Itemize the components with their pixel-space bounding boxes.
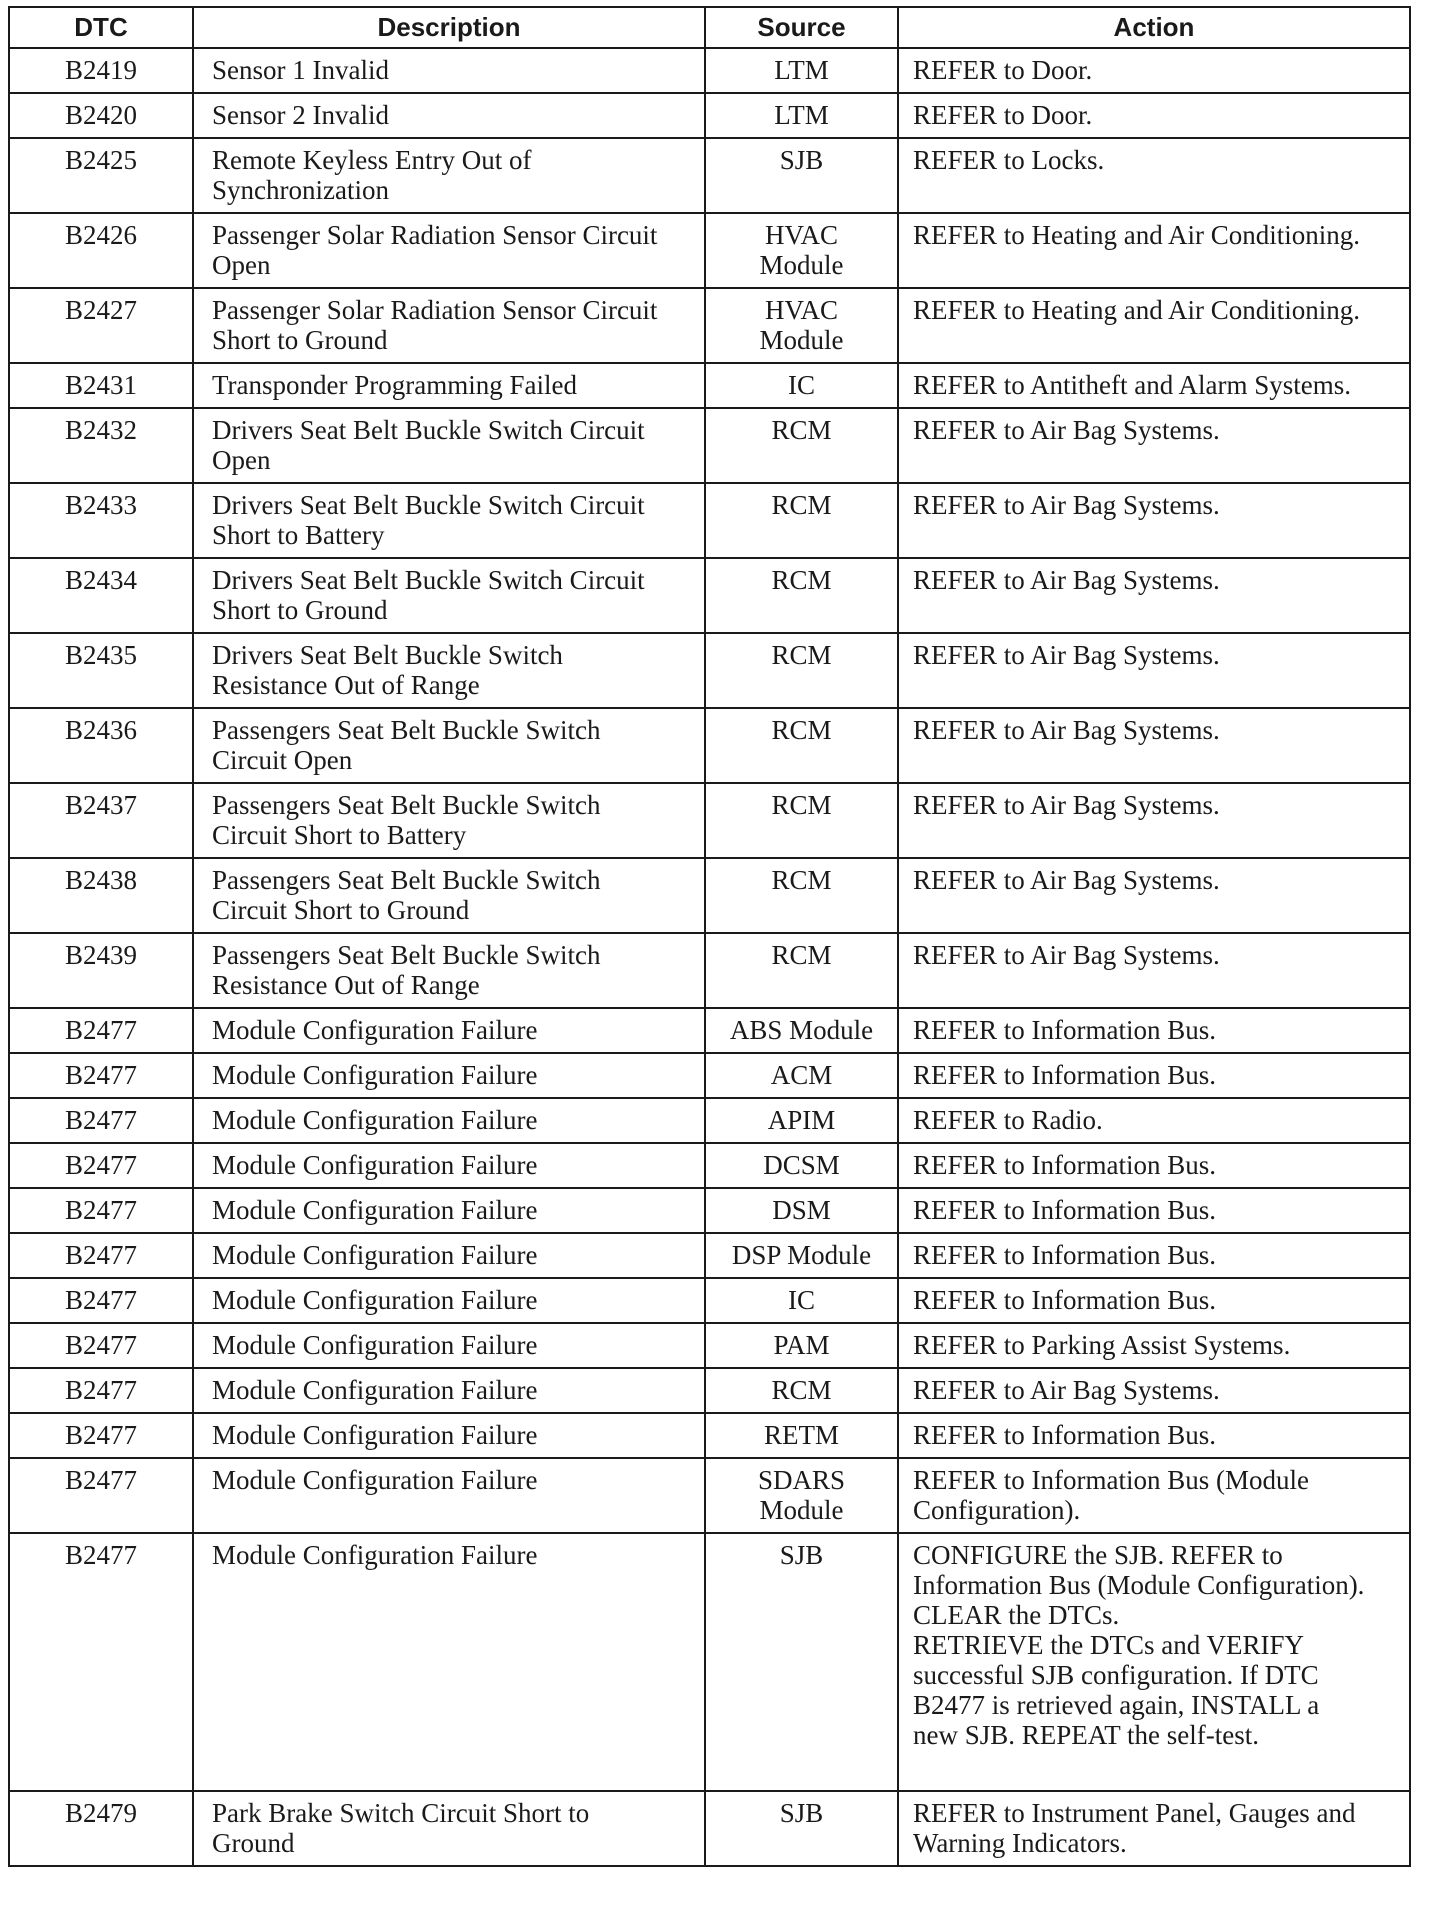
cell-description: Passengers Seat Belt Buckle Switch Circuit Short to Battery: [193, 783, 705, 858]
header-source: Source: [705, 7, 898, 48]
cell-dtc: B2432: [9, 408, 193, 483]
table-body: [9, 48, 1410, 1866]
cell-dtc: B2477: [9, 1098, 193, 1143]
cell-action: REFER to Information Bus.: [898, 1413, 1410, 1458]
cell-source: RCM: [705, 933, 898, 1008]
cell-description: Module Configuration Failure: [193, 1008, 705, 1053]
cell-dtc: B2477: [9, 1278, 193, 1323]
cell-description: Drivers Seat Belt Buckle Switch Circuit Short to Ground: [193, 558, 705, 633]
cell-description: Module Configuration Failure: [193, 1458, 705, 1533]
header-description: Description: [193, 7, 705, 48]
cell-source: RCM: [705, 858, 898, 933]
cell-description: Passenger Solar Radiation Sensor Circuit Short to Ground: [193, 288, 705, 363]
cell-dtc: B2419: [9, 48, 193, 93]
cell-dtc: B2477: [9, 1368, 193, 1413]
cell-source: RCM: [705, 408, 898, 483]
cell-action: REFER to Locks.: [898, 138, 1410, 213]
table-row: [9, 1188, 1410, 1233]
cell-action: REFER to Information Bus.: [898, 1008, 1410, 1053]
table-row: [9, 408, 1410, 483]
cell-dtc: B2426: [9, 213, 193, 288]
cell-source: PAM: [705, 1323, 898, 1368]
cell-dtc: B2435: [9, 633, 193, 708]
table-row: [9, 633, 1410, 708]
cell-dtc: B2425: [9, 138, 193, 213]
cell-dtc: B2477: [9, 1458, 193, 1533]
dtc-table: [8, 6, 1411, 1867]
cell-source: SDARS Module: [705, 1458, 898, 1533]
cell-dtc: B2477: [9, 1323, 193, 1368]
cell-source: RETM: [705, 1413, 898, 1458]
cell-description: Park Brake Switch Circuit Short to Ground: [193, 1791, 705, 1866]
table-row: [9, 48, 1410, 93]
cell-dtc: B2431: [9, 363, 193, 408]
cell-description: Module Configuration Failure: [193, 1533, 705, 1791]
cell-dtc: B2434: [9, 558, 193, 633]
cell-action: REFER to Air Bag Systems.: [898, 408, 1410, 483]
table-row: [9, 1278, 1410, 1323]
cell-dtc: B2427: [9, 288, 193, 363]
cell-description: Module Configuration Failure: [193, 1143, 705, 1188]
cell-source: RCM: [705, 483, 898, 558]
cell-source: APIM: [705, 1098, 898, 1143]
cell-source: DSP Module: [705, 1233, 898, 1278]
cell-source: HVAC Module: [705, 213, 898, 288]
table-row: [9, 783, 1410, 858]
cell-source: HVAC Module: [705, 288, 898, 363]
table-row: [9, 288, 1410, 363]
table-row: [9, 708, 1410, 783]
cell-source: DCSM: [705, 1143, 898, 1188]
table-row: [9, 1368, 1410, 1413]
cell-description: Sensor 1 Invalid: [193, 48, 705, 93]
cell-description: Sensor 2 Invalid: [193, 93, 705, 138]
cell-description: Module Configuration Failure: [193, 1188, 705, 1233]
cell-action: REFER to Heating and Air Conditioning.: [898, 288, 1410, 363]
cell-description: Module Configuration Failure: [193, 1413, 705, 1458]
cell-action: REFER to Air Bag Systems.: [898, 708, 1410, 783]
cell-action: REFER to Information Bus.: [898, 1143, 1410, 1188]
cell-source: RCM: [705, 783, 898, 858]
cell-action: REFER to Air Bag Systems.: [898, 558, 1410, 633]
cell-dtc: B2433: [9, 483, 193, 558]
cell-dtc: B2437: [9, 783, 193, 858]
table-row: [9, 363, 1410, 408]
cell-source: SJB: [705, 138, 898, 213]
cell-source: LTM: [705, 93, 898, 138]
cell-description: Remote Keyless Entry Out of Synchronization: [193, 138, 705, 213]
cell-source: RCM: [705, 558, 898, 633]
cell-source: LTM: [705, 48, 898, 93]
cell-action: REFER to Information Bus.: [898, 1278, 1410, 1323]
cell-action: REFER to Door.: [898, 48, 1410, 93]
cell-action: REFER to Heating and Air Conditioning.: [898, 213, 1410, 288]
cell-source: IC: [705, 363, 898, 408]
cell-dtc: B2420: [9, 93, 193, 138]
cell-description: Module Configuration Failure: [193, 1323, 705, 1368]
cell-action: REFER to Information Bus.: [898, 1188, 1410, 1233]
table-row: [9, 558, 1410, 633]
cell-source: DSM: [705, 1188, 898, 1233]
cell-source: RCM: [705, 633, 898, 708]
cell-dtc: B2477: [9, 1188, 193, 1233]
cell-dtc: B2477: [9, 1413, 193, 1458]
cell-dtc: B2477: [9, 1233, 193, 1278]
cell-dtc: B2438: [9, 858, 193, 933]
cell-description: Drivers Seat Belt Buckle Switch Circuit Open: [193, 408, 705, 483]
table-row: [9, 1008, 1410, 1053]
cell-dtc: B2439: [9, 933, 193, 1008]
cell-action: REFER to Radio.: [898, 1098, 1410, 1143]
cell-description: Module Configuration Failure: [193, 1098, 705, 1143]
table-row: [9, 93, 1410, 138]
cell-action: REFER to Air Bag Systems.: [898, 483, 1410, 558]
table-row: [9, 1143, 1410, 1188]
cell-action: CONFIGURE the SJB. REFER to Information Bus (Module Configuration). CLEAR the DTCs. RETRIEVE the DTCs and VERIFY successful SJB configuration. If DTC B2477 is retrieved again, INSTALL a new SJB. REPEAT the self-test.: [898, 1533, 1410, 1791]
cell-action: REFER to Door.: [898, 93, 1410, 138]
cell-action: REFER to Air Bag Systems.: [898, 783, 1410, 858]
table-row: [9, 933, 1410, 1008]
cell-description: Passengers Seat Belt Buckle Switch Circuit Open: [193, 708, 705, 783]
table-row: [9, 483, 1410, 558]
cell-dtc: B2477: [9, 1143, 193, 1188]
table-row: [9, 1098, 1410, 1143]
cell-action: REFER to Air Bag Systems.: [898, 1368, 1410, 1413]
cell-dtc: B2479: [9, 1791, 193, 1866]
header-action: Action: [898, 7, 1410, 48]
cell-action: REFER to Information Bus.: [898, 1233, 1410, 1278]
cell-description: Module Configuration Failure: [193, 1278, 705, 1323]
table-row: [9, 1053, 1410, 1098]
cell-description: Drivers Seat Belt Buckle Switch Circuit Short to Battery: [193, 483, 705, 558]
cell-dtc: B2477: [9, 1053, 193, 1098]
cell-source: ABS Module: [705, 1008, 898, 1053]
table-row: [9, 1413, 1410, 1458]
table-row: [9, 1458, 1410, 1533]
cell-action: REFER to Information Bus (Module Configuration).: [898, 1458, 1410, 1533]
cell-action: REFER to Information Bus.: [898, 1053, 1410, 1098]
table-header-row: [9, 7, 1410, 48]
table-row: [9, 1791, 1410, 1866]
table-row: [9, 1533, 1410, 1791]
cell-dtc: B2436: [9, 708, 193, 783]
cell-source: RCM: [705, 1368, 898, 1413]
cell-description: Passengers Seat Belt Buckle Switch Circuit Short to Ground: [193, 858, 705, 933]
cell-description: Passengers Seat Belt Buckle Switch Resistance Out of Range: [193, 933, 705, 1008]
cell-source: RCM: [705, 708, 898, 783]
table-row: [9, 213, 1410, 288]
cell-description: Drivers Seat Belt Buckle Switch Resistance Out of Range: [193, 633, 705, 708]
cell-description: Module Configuration Failure: [193, 1053, 705, 1098]
cell-dtc: B2477: [9, 1008, 193, 1053]
table-row: [9, 1233, 1410, 1278]
cell-source: IC: [705, 1278, 898, 1323]
cell-action: REFER to Instrument Panel, Gauges and Warning Indicators.: [898, 1791, 1410, 1866]
cell-description: Module Configuration Failure: [193, 1233, 705, 1278]
cell-description: Passenger Solar Radiation Sensor Circuit Open: [193, 213, 705, 288]
cell-action: REFER to Air Bag Systems.: [898, 933, 1410, 1008]
table-row: [9, 1323, 1410, 1368]
cell-action: REFER to Air Bag Systems.: [898, 858, 1410, 933]
table-row: [9, 858, 1410, 933]
cell-source: ACM: [705, 1053, 898, 1098]
cell-source: SJB: [705, 1533, 898, 1791]
cell-action: REFER to Parking Assist Systems.: [898, 1323, 1410, 1368]
header-dtc: DTC: [9, 7, 193, 48]
cell-source: SJB: [705, 1791, 898, 1866]
cell-action: REFER to Antitheft and Alarm Systems.: [898, 363, 1410, 408]
cell-action: REFER to Air Bag Systems.: [898, 633, 1410, 708]
cell-dtc: B2477: [9, 1533, 193, 1791]
table-row: [9, 138, 1410, 213]
cell-description: Module Configuration Failure: [193, 1368, 705, 1413]
cell-description: Transponder Programming Failed: [193, 363, 705, 408]
